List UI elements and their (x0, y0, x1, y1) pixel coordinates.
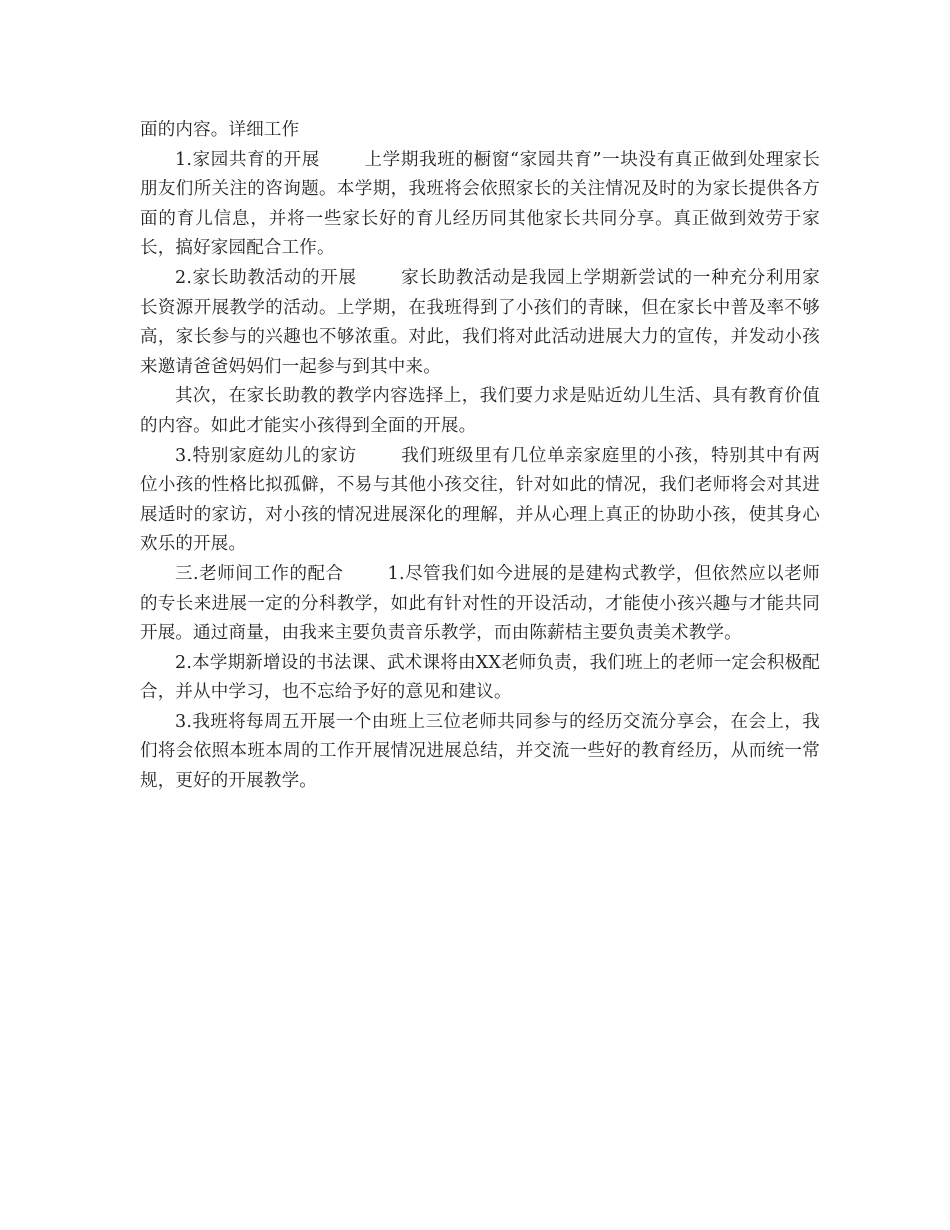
paragraph-teacher-cooperation (140, 560, 820, 649)
paragraph-teaching-content (140, 382, 820, 441)
paragraph-continuation (140, 116, 820, 146)
document-body (140, 116, 820, 797)
paragraph-heading: 3.特别家庭幼儿的家访 (175, 445, 357, 466)
paragraph-text: 2.本学期新增设的书法课、武术课将由XX老师负责，我们班上的老师一定会积极配合，并从中学习，也不忘给予好的意见和建议。 (140, 652, 820, 703)
paragraph-text: 面的内容。详细工作 (140, 120, 300, 140)
paragraph-text: 我们班级里有几位单亲家庭里的小孩，特别其中有两位小孩的性格比拟孤僻，不易与其他小孩交往，针对如此的情况，我们老师将会对其进展适时的家访，对小孩的情况进展深化的理解，并从心理上真正的协助小孩，使其身心欢乐的开展。 (140, 445, 820, 555)
paragraph-text: 1.尽管我们如今进展的是建构式教学，但依然应以老师的专长来进展一定的分科教学，如此有针对性的开设活动，才能使小孩兴趣与才能共同开展。通过商量，由我来主要负责音乐教学，而由陈薪桔主要负责美术教学。 (140, 563, 820, 644)
paragraph-heading: 1.家园共育的开展 (175, 149, 320, 170)
paragraph-text: 上学期我班的橱窗“家园共育”一块没有真正做到处理家长朋友们所关注的咨询题。本学期，我班将会依照家长的关注情况及时的为家长提供各方面的育儿信息，并将一些家长好的育儿经历同其他家长共同分享。真正做到效劳于家长，搞好家园配合工作。 (140, 149, 821, 259)
paragraph-parent-assistant-teaching (140, 264, 820, 382)
paragraph-home-school-coeducation (140, 146, 820, 264)
paragraph-text: 3.我班将每周五开展一个由班上三位老师共同参与的经历交流分享会，在会上，我们将会依照本班本周的工作开展情况进展总结，并交流一些好的教育经历，从而统一常规，更好的开展教学。 (140, 711, 820, 792)
paragraph-weekly-sharing (140, 708, 820, 797)
paragraph-home-visits (140, 442, 820, 560)
paragraph-heading: 2.家长助教活动的开展 (175, 267, 357, 288)
paragraph-text: 家长助教活动是我园上学期新尝试的一种充分利用家长资源开展教学的活动。上学期，在我班得到了小孩们的青睐，但在家长中普及率不够高，家长参与的兴趣也不够浓重。对此，我们将对此活动进展大力的宣传，并发动小孩来邀请爸爸妈妈们一起参与到其中来。 (140, 267, 820, 377)
paragraph-heading: 三.老师间工作的配合 (175, 563, 344, 584)
paragraph-text: 其次，在家长助教的教学内容选择上，我们要力求是贴近幼儿生活、具有教育价值的内容。如此才能实小孩得到全面的开展。 (140, 386, 820, 436)
paragraph-new-courses (140, 649, 820, 708)
